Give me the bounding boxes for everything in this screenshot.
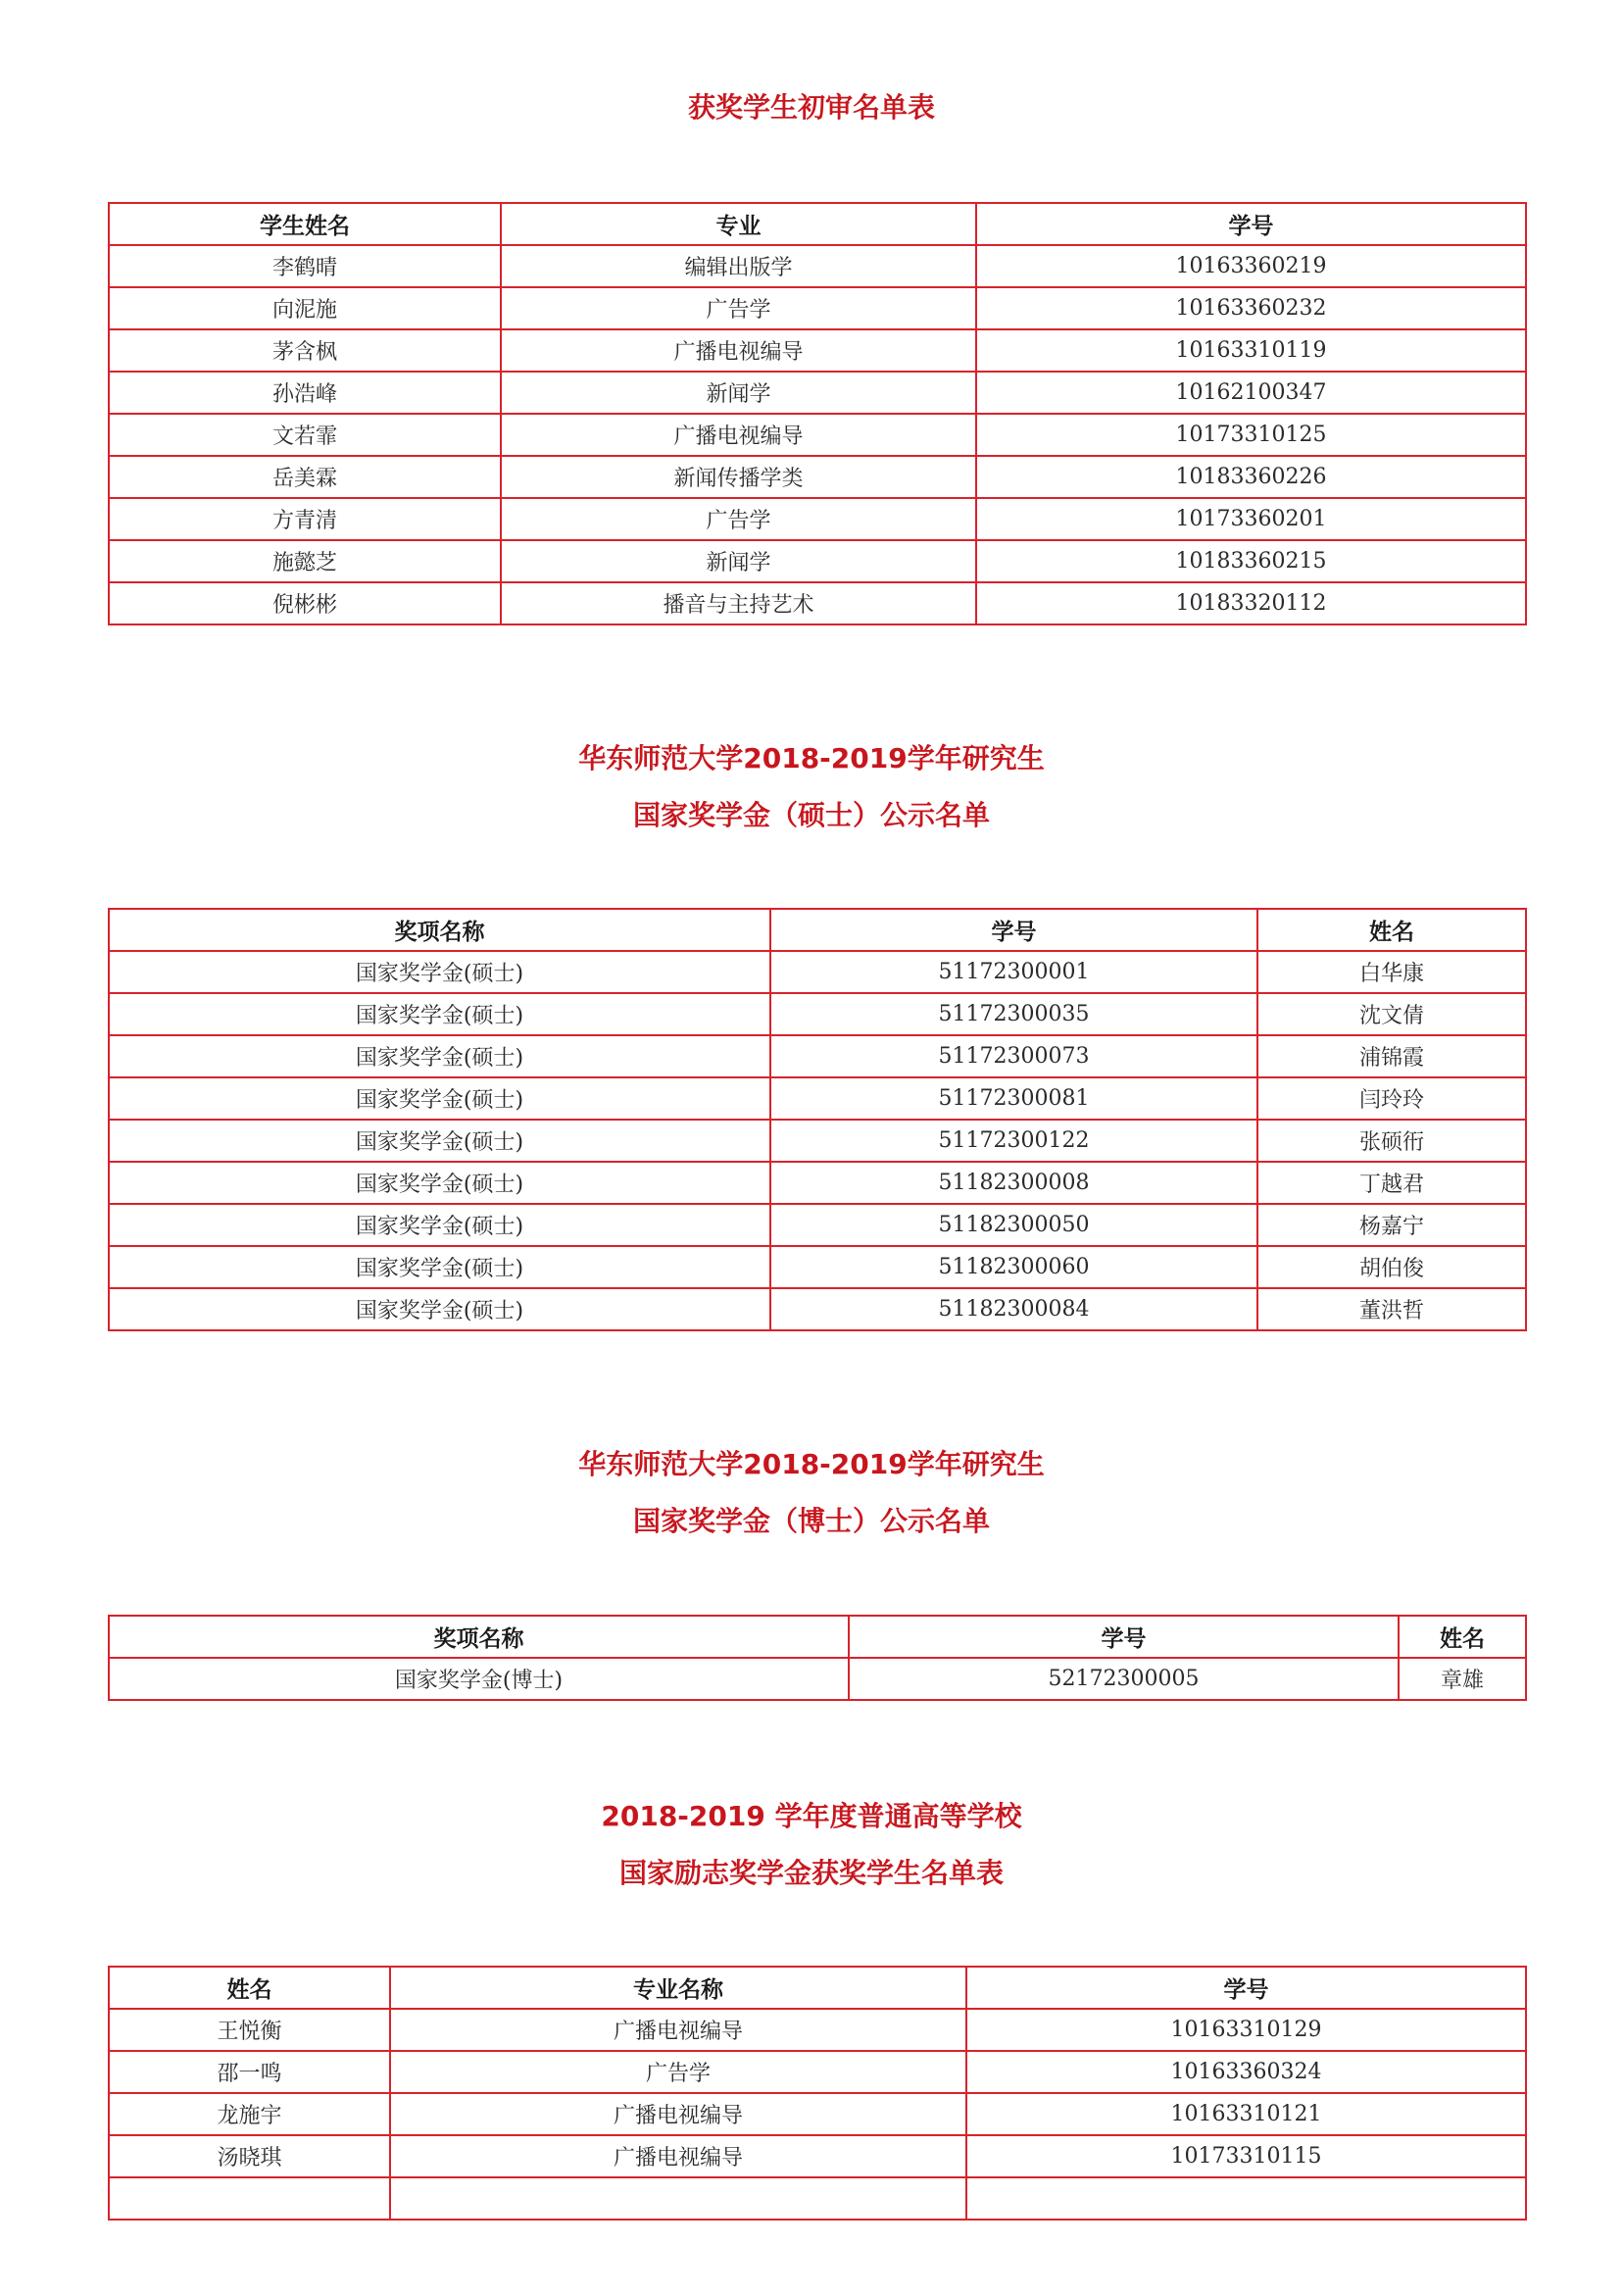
column-header: 专业 <box>501 203 976 245</box>
table-cell: 王悦衡 <box>109 2009 390 2051</box>
table-row <box>109 951 1526 993</box>
table-cell: 编辑出版学 <box>501 245 976 287</box>
column-header: 学号 <box>849 1616 1399 1658</box>
table-cell: 章雄 <box>1399 1658 1526 1700</box>
table-cell: 董洪哲 <box>1257 1288 1526 1330</box>
table-header-row <box>109 1616 1526 1658</box>
column-header: 专业名称 <box>390 1967 966 2009</box>
table-cell: 向泥施 <box>109 287 501 329</box>
table-row <box>109 2051 1526 2093</box>
table-cell: 10163310119 <box>976 329 1526 372</box>
table-row <box>109 245 1526 287</box>
table-row <box>109 456 1526 498</box>
table-cell: 国家奖学金(硕士) <box>109 1246 770 1288</box>
table-cell: 广播电视编导 <box>390 2093 966 2135</box>
column-header: 学生姓名 <box>109 203 501 245</box>
table-row <box>109 993 1526 1035</box>
column-header: 学号 <box>966 1967 1526 2009</box>
table-cell: 10173360201 <box>976 498 1526 540</box>
table-row <box>109 540 1526 582</box>
table-header-row <box>109 1967 1526 2009</box>
table-cell: 51182300060 <box>770 1246 1257 1288</box>
column-header: 姓名 <box>1257 909 1526 951</box>
column-header: 姓名 <box>1399 1616 1526 1658</box>
column-header: 学号 <box>770 909 1257 951</box>
table-cell: 广告学 <box>390 2051 966 2093</box>
table-cell: 胡伯俊 <box>1257 1246 1526 1288</box>
table-cell: 岳美霖 <box>109 456 501 498</box>
table-row <box>109 2009 1526 2051</box>
table-cell: 邵一鸣 <box>109 2051 390 2093</box>
table-cell: 倪彬彬 <box>109 582 501 624</box>
section1-title: 获奖学生初审名单表 <box>687 91 935 124</box>
section2-table <box>108 908 1527 1331</box>
table-row <box>109 1035 1526 1077</box>
table-cell: 10173310125 <box>976 414 1526 456</box>
table-row <box>109 1162 1526 1204</box>
column-header: 姓名 <box>109 1967 390 2009</box>
section3-table <box>108 1615 1527 1701</box>
table-cell: 国家奖学金(硕士) <box>109 951 770 993</box>
table-cell: 广播电视编导 <box>501 329 976 372</box>
table-row <box>109 329 1526 372</box>
section3-title-line1: 华东师范大学2018-2019学年研究生 <box>578 1448 1045 1480</box>
table-cell: 广播电视编导 <box>390 2009 966 2051</box>
table-cell: 张硕衎 <box>1257 1120 1526 1162</box>
table-row <box>109 582 1526 624</box>
table-cell: 10183360215 <box>976 540 1526 582</box>
table-cell: 施懿芝 <box>109 540 501 582</box>
table-row <box>109 1658 1526 1700</box>
table-cell: 51182300050 <box>770 1204 1257 1246</box>
table-row <box>109 287 1526 329</box>
table-cell: 国家奖学金(硕士) <box>109 1204 770 1246</box>
column-header: 奖项名称 <box>109 909 770 951</box>
table-cell: 方青清 <box>109 498 501 540</box>
table-cell: 浦锦霞 <box>1257 1035 1526 1077</box>
table-cell: 国家奖学金(硕士) <box>109 993 770 1035</box>
table-cell: 51182300084 <box>770 1288 1257 1330</box>
table-cell: 茅含枫 <box>109 329 501 372</box>
column-header: 奖项名称 <box>109 1616 849 1658</box>
table-cell: 10163310121 <box>966 2093 1526 2135</box>
table-cell: 汤晓琪 <box>109 2135 390 2177</box>
table-cell: 播音与主持艺术 <box>501 582 976 624</box>
table-row <box>109 372 1526 414</box>
table-row <box>109 1288 1526 1330</box>
table-header-row <box>109 203 1526 245</box>
table-cell: 白华康 <box>1257 951 1526 993</box>
table-cell <box>390 2177 966 2220</box>
table-cell: 10173310115 <box>966 2135 1526 2177</box>
section4-table <box>108 1966 1527 2221</box>
table-cell: 10183320112 <box>976 582 1526 624</box>
table-cell: 国家奖学金(硕士) <box>109 1077 770 1120</box>
table-row <box>109 414 1526 456</box>
table-row <box>109 2135 1526 2177</box>
section4-title-line1: 2018-2019 学年度普通高等学校 <box>601 1800 1022 1832</box>
table-cell: 杨嘉宁 <box>1257 1204 1526 1246</box>
column-header: 学号 <box>976 203 1526 245</box>
table-cell: 李鹤晴 <box>109 245 501 287</box>
table-row <box>109 2093 1526 2135</box>
section2-title-line2: 国家奖学金（硕士）公示名单 <box>632 799 990 831</box>
table-row <box>109 1120 1526 1162</box>
table-cell: 孙浩峰 <box>109 372 501 414</box>
table-cell: 10163360219 <box>976 245 1526 287</box>
table-cell: 51172300073 <box>770 1035 1257 1077</box>
table-cell: 国家奖学金(硕士) <box>109 1288 770 1330</box>
table-row <box>109 1246 1526 1288</box>
table-cell: 丁越君 <box>1257 1162 1526 1204</box>
table-cell: 国家奖学金(博士) <box>109 1658 849 1700</box>
table-cell: 51182300008 <box>770 1162 1257 1204</box>
table-header-row <box>109 909 1526 951</box>
table-cell: 新闻学 <box>501 540 976 582</box>
table-cell: 文若霏 <box>109 414 501 456</box>
table-cell: 国家奖学金(硕士) <box>109 1162 770 1204</box>
table-cell: 广告学 <box>501 498 976 540</box>
section1-table <box>108 202 1527 625</box>
table-row <box>109 498 1526 540</box>
table-cell: 新闻学 <box>501 372 976 414</box>
table-cell <box>966 2177 1526 2220</box>
table-row <box>109 2177 1526 2220</box>
table-cell: 51172300122 <box>770 1120 1257 1162</box>
table-cell: 新闻传播学类 <box>501 456 976 498</box>
table-cell: 10162100347 <box>976 372 1526 414</box>
table-cell <box>109 2177 390 2220</box>
table-cell: 10163360232 <box>976 287 1526 329</box>
table-row <box>109 1204 1526 1246</box>
table-cell: 广告学 <box>501 287 976 329</box>
section3-title-line2: 国家奖学金（博士）公示名单 <box>632 1505 990 1537</box>
table-cell: 51172300001 <box>770 951 1257 993</box>
table-cell: 国家奖学金(硕士) <box>109 1035 770 1077</box>
table-cell: 广播电视编导 <box>390 2135 966 2177</box>
section4-title-line2: 国家励志奖学金获奖学生名单表 <box>618 1857 1004 1889</box>
table-row <box>109 1077 1526 1120</box>
table-cell: 国家奖学金(硕士) <box>109 1120 770 1162</box>
table-cell: 闫玲玲 <box>1257 1077 1526 1120</box>
table-cell: 龙施宇 <box>109 2093 390 2135</box>
table-cell: 51172300035 <box>770 993 1257 1035</box>
table-cell: 广播电视编导 <box>501 414 976 456</box>
table-cell: 10163360324 <box>966 2051 1526 2093</box>
table-cell: 10163310129 <box>966 2009 1526 2051</box>
section2-title-line1: 华东师范大学2018-2019学年研究生 <box>578 742 1045 774</box>
table-cell: 52172300005 <box>849 1658 1399 1700</box>
table-cell: 10183360226 <box>976 456 1526 498</box>
table-cell: 51172300081 <box>770 1077 1257 1120</box>
table-cell: 沈文倩 <box>1257 993 1526 1035</box>
